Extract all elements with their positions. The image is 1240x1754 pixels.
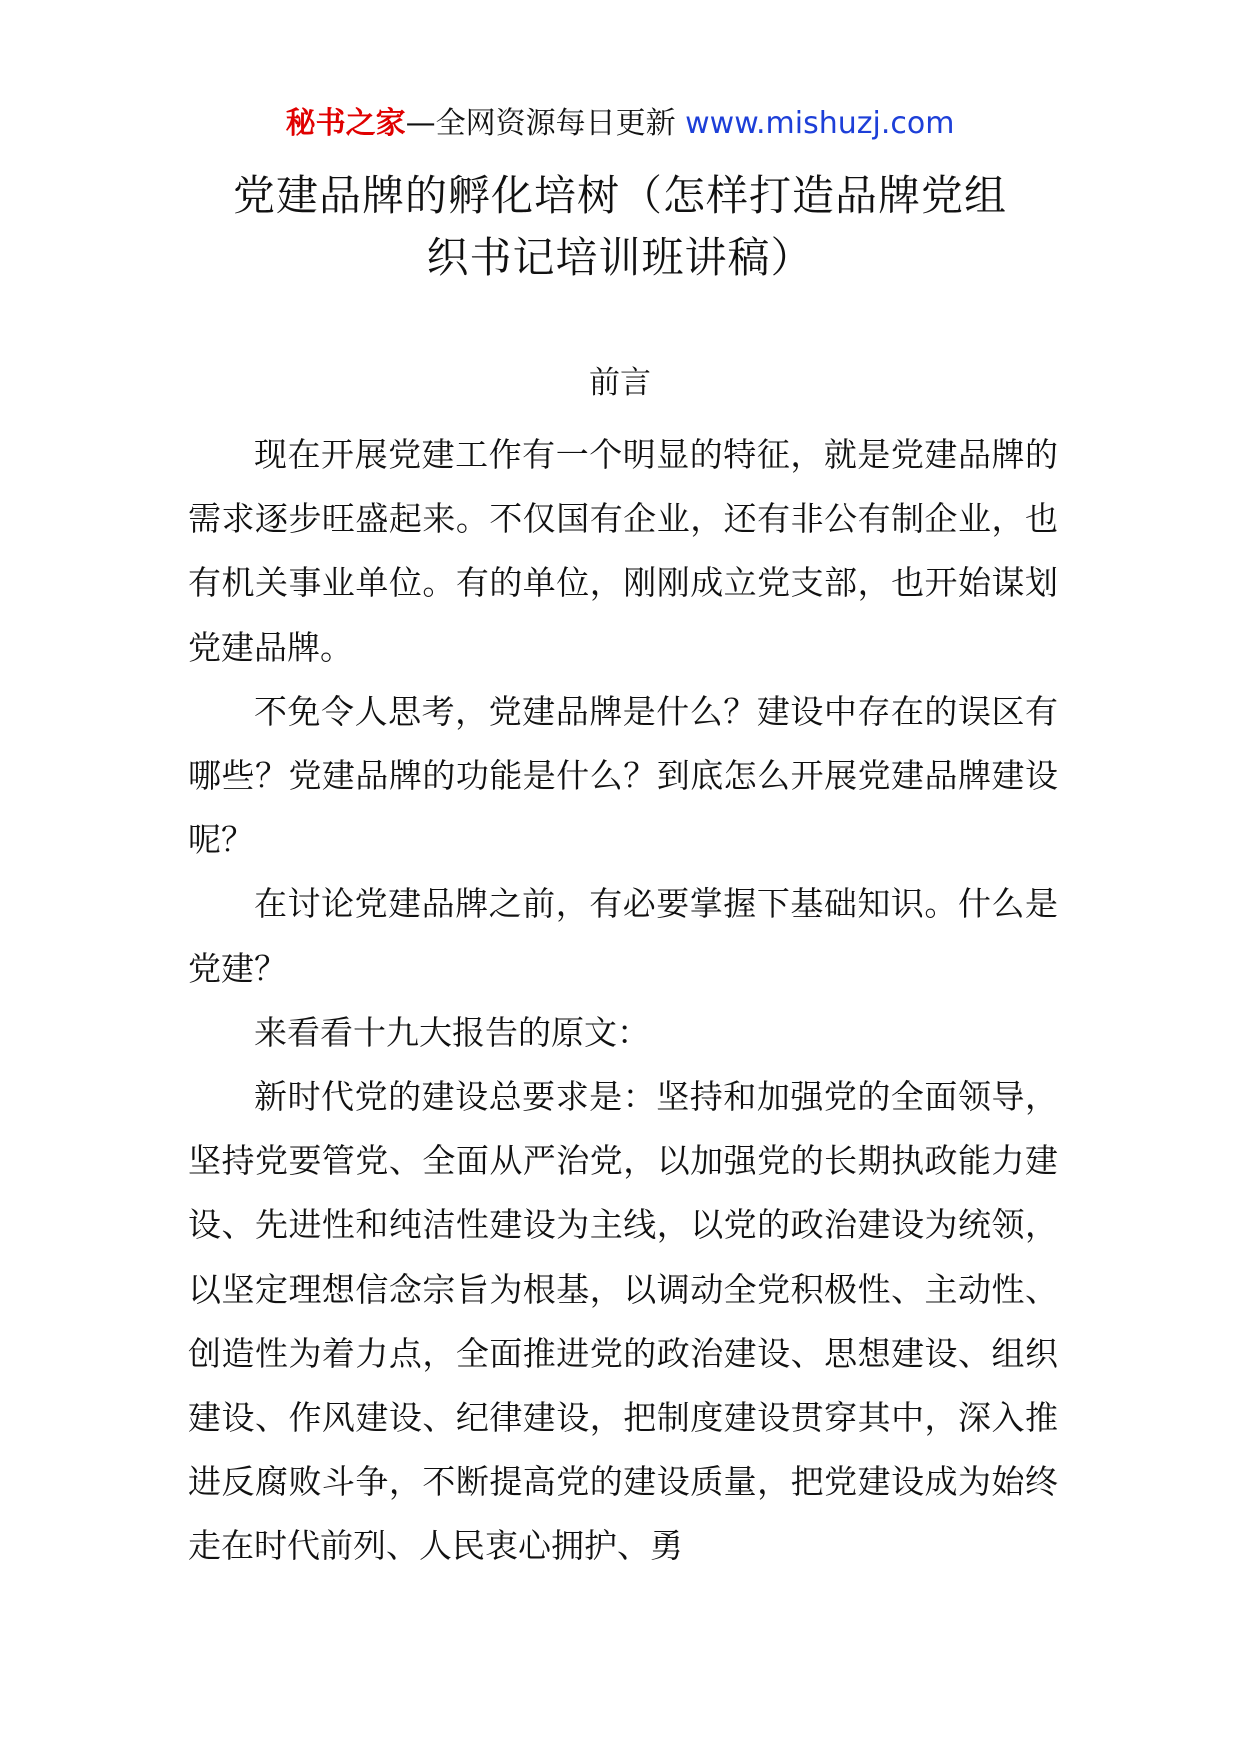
header-tagline: —全网资源每日更新 bbox=[405, 106, 686, 141]
body-paragraph: 不免令人思考，党建品牌是什么？建设中存在的误区有哪些？党建品牌的功能是什么？到底怎么开展党建品牌建设呢？ bbox=[188, 691, 1058, 860]
body-paragraph: 在讨论党建品牌之前，有必要掌握下基础知识。什么是党建？ bbox=[188, 884, 1058, 988]
title-line-2: 织书记培训班讲稿） bbox=[426, 233, 814, 282]
body-paragraph: 新时代党的建设总要求是：坚持和加强党的全面领导，坚持党要管党、全面从严治党，以加强党的长期执政能力建设、先进性和纯洁性建设为主线，以党的政治建设为统领，以坚定理想信念宗旨为根基，以调动全党积极性、主动性、创造性为着力点，全面推进党的政治建设、思想建设、组织建设、作风建设、纪律建设，把制度建设贯穿其中，深入推进反腐败斗争，不断提高党的建设质量，把党建设成为始终走在时代前列、人民衷心拥护、勇 bbox=[188, 1077, 1058, 1566]
body-paragraph: 来看看十九大报告的原文： bbox=[254, 1012, 650, 1052]
document-title bbox=[150, 165, 1090, 289]
section-heading: 前言 bbox=[589, 365, 651, 401]
site-header bbox=[0, 104, 1240, 144]
body-paragraph: 现在开展党建工作有一个明显的特征，就是党建品牌的需求逐步旺盛起来。不仅国有企业，还有非公有制企业，也有机关事业单位。有的单位，刚刚成立党支部，也开始谋划党建品牌。 bbox=[188, 435, 1058, 667]
document-body bbox=[188, 423, 1058, 1579]
site-url-link[interactable]: www.mishuzj.com bbox=[685, 106, 955, 141]
title-line-1: 党建品牌的孵化培树（怎样打造品牌党组 bbox=[232, 171, 1007, 220]
brand-name: 秘书之家 bbox=[285, 106, 406, 141]
